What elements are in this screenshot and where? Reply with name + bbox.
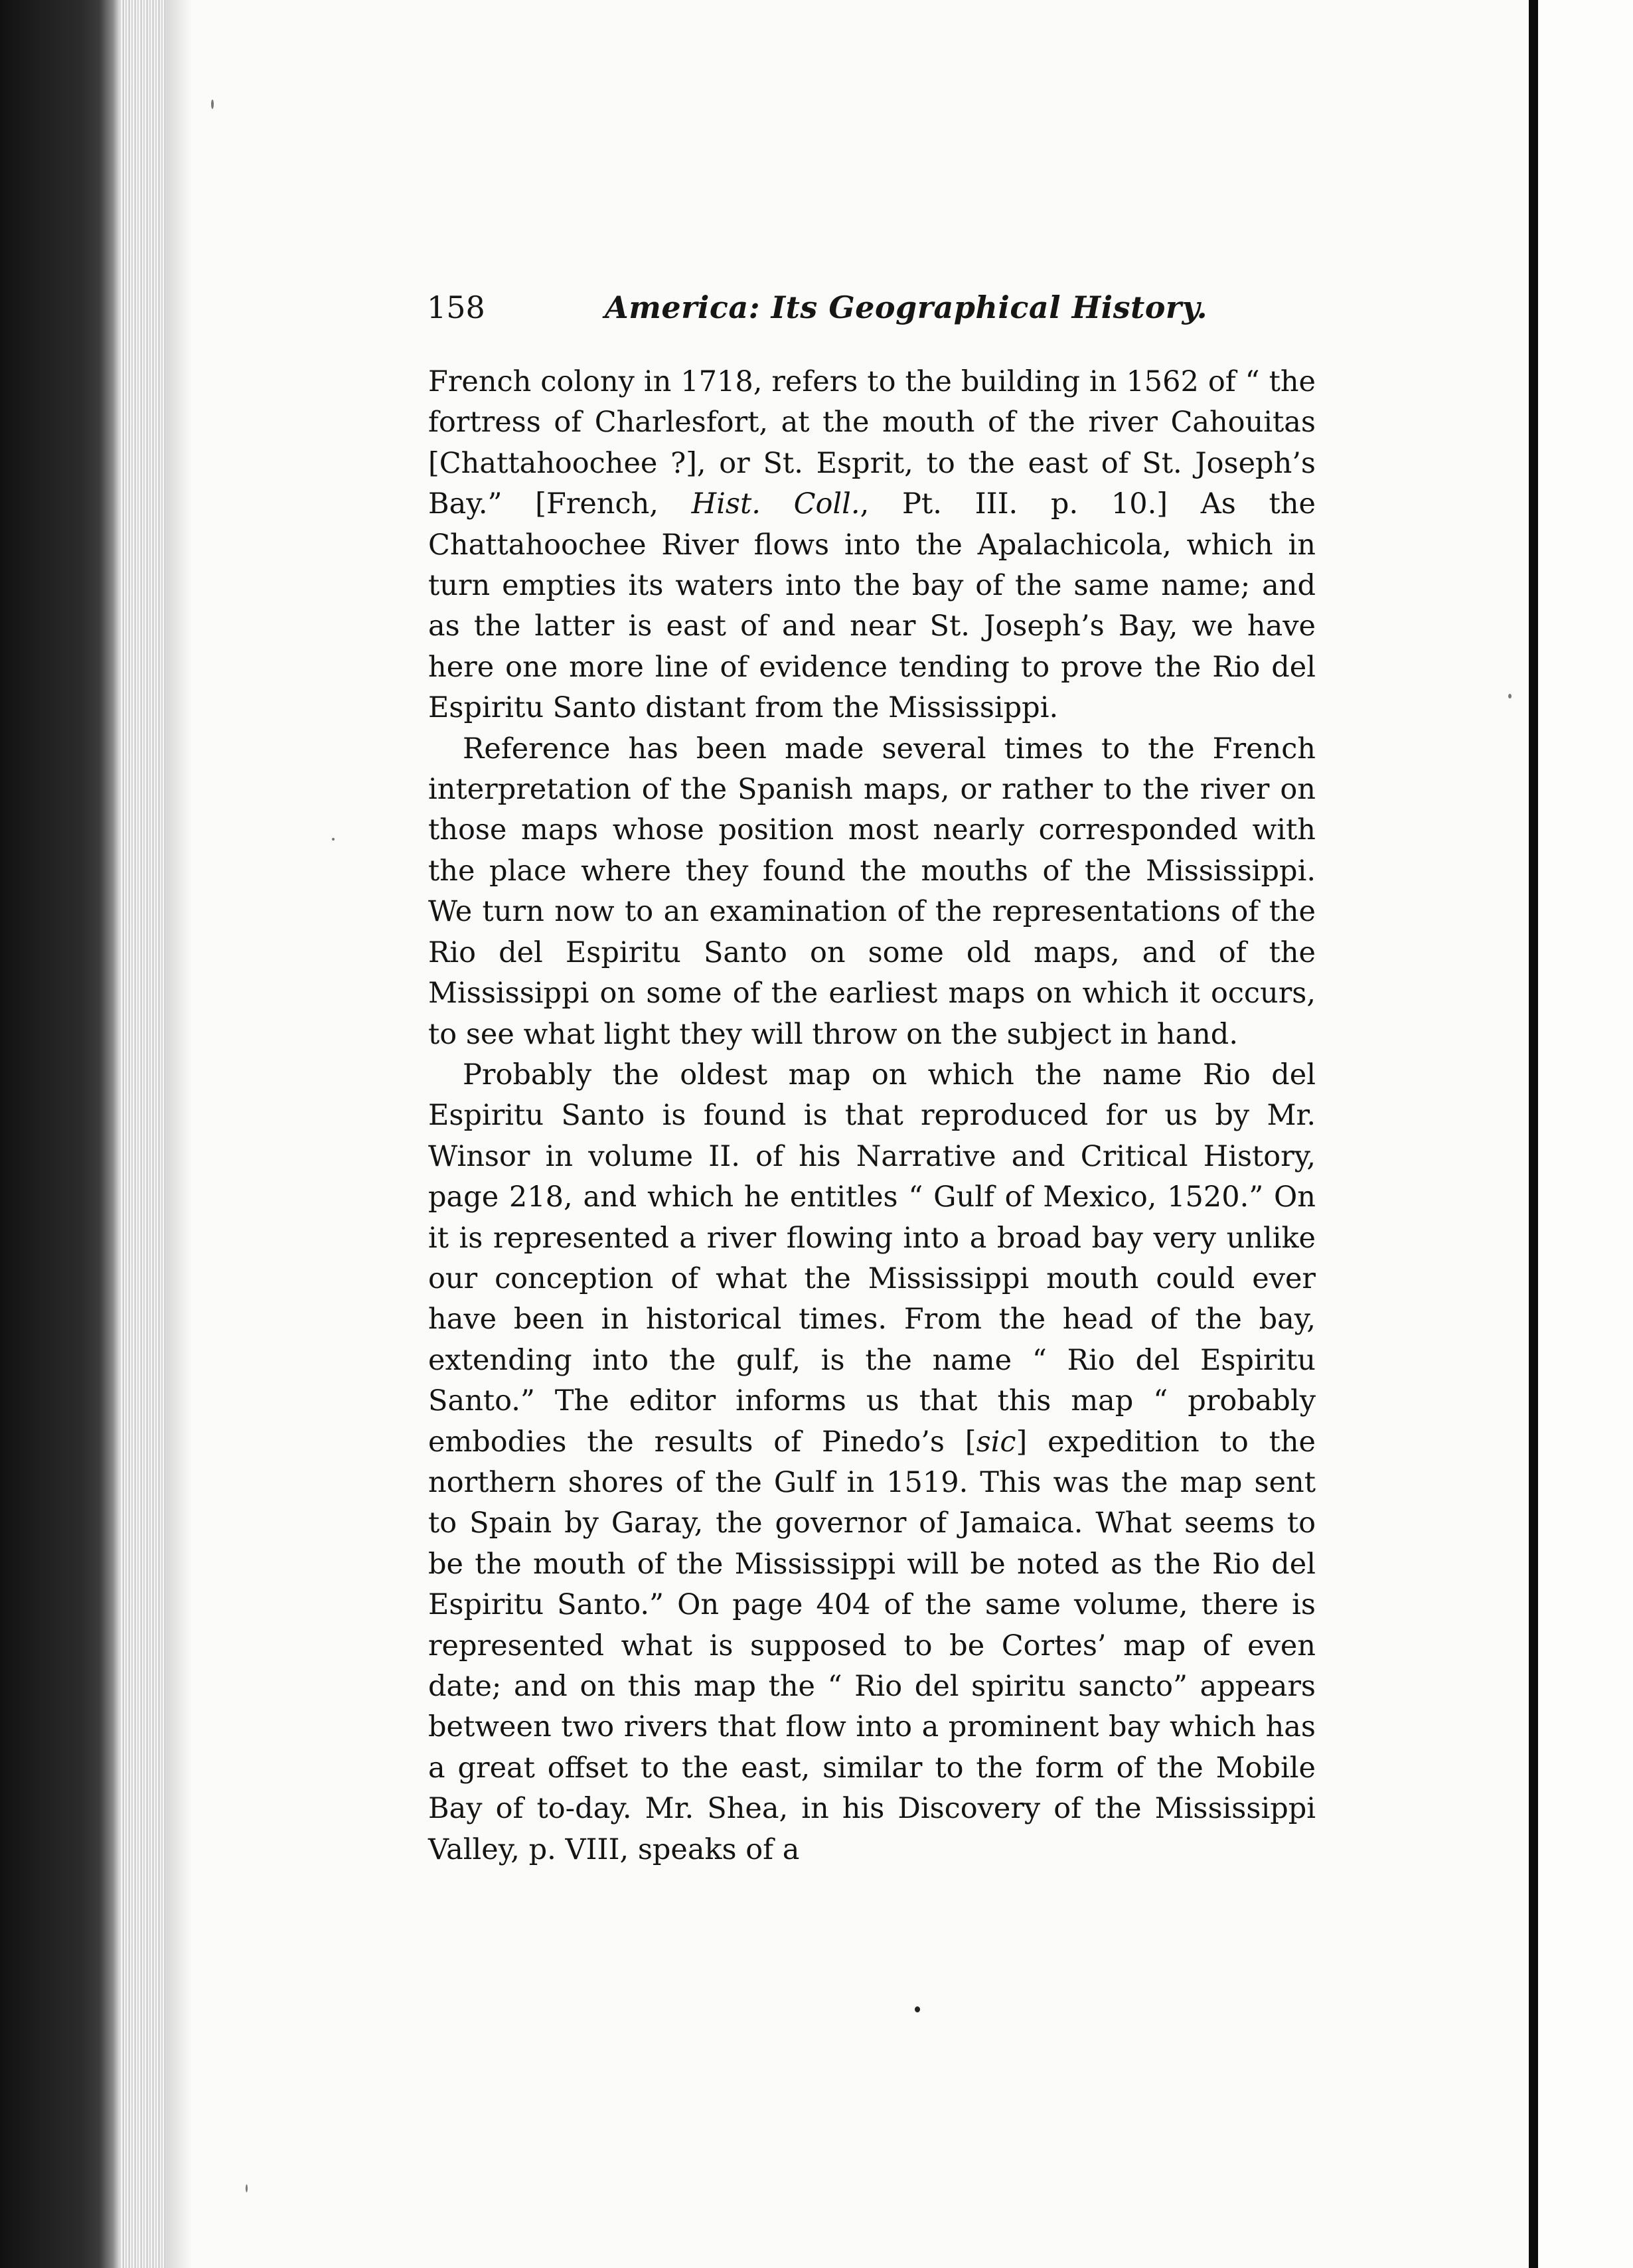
running-header — [427, 284, 1316, 331]
scan-speck — [1508, 694, 1512, 698]
paragraph-1-text-b: , Pt. III. p. 10.] As the Chattahoochee River flows into the Apalachicola, which in turn empties its waters into the bay of the same name; and as the latter is east of and near St. Joseph’s Bay, we have here one more line of evidence tending to prove the Rio del Espiritu Santo distant from the Mississippi. — [428, 487, 1316, 725]
right-page-border — [1529, 0, 1538, 2268]
book-spine-edge — [0, 0, 119, 2268]
scan-speck — [332, 838, 335, 841]
scan-dot — [915, 2006, 920, 2012]
paragraph-3-text-a: Probably the oldest map on which the name Rio del Espiritu Santo is found is that reproduced for us by Mr. Winsor in volume II. of his Narrative and Critical History, page 218, and which he entitles “ Gulf of Mexico, 1520.” On it is represented a river flowing into a broad bay very unlike our conception of what the Mississippi mouth could ever have been in historical times. From the head of the bay, extending into the gulf, is the name “ Rio del Espiritu Santo.” The editor informs us that this map “ probably embodies the results of Pinedo’s [ — [428, 1058, 1316, 1459]
gutter-shadow — [166, 0, 193, 2268]
paragraph-1 — [428, 362, 1316, 729]
body-text — [428, 362, 1316, 1870]
paragraph-1-italic-citation: Hist. Coll. — [691, 487, 860, 521]
running-title: America: Its Geographical History. — [605, 289, 1208, 325]
paragraph-3-italic-sic: sic — [976, 1425, 1016, 1459]
paragraph-3 — [428, 1055, 1316, 1870]
paragraph-1-text-a: French colony in 1718, refers to the building in 1562 of “ the fortress of Charlesfort, at the mouth of the river Cahouitas [Chattahoochee ?], or St. Esprit, to the east of St. Joseph’s Bay.” [French, — [428, 365, 1316, 521]
scan-speck — [211, 100, 214, 109]
paragraph-3-text-b: ] expedition to the northern shores of the Gulf in 1519. This was the map sent to Spain by Garay, the governor of Jamaica. What seems to be the mouth of the Mississippi will be noted as the Rio del Espiritu Santo.” On page 404 of the same volume, there is represented what is supposed to be Cortes’ map of even date; and on this map the “ Rio del spiritu sancto” appears between two rivers that flow into a prominent bay which has a great offset to the east, similar to the form of the Mobile Bay of to-day. Mr. Shea, in his Discovery of the Mississippi Valley, p. VIII, speaks of a — [428, 1425, 1316, 1866]
paragraph-2: Reference has been made several times to the French interpretation of the Spanish maps, or rather to the river on those maps whose position most nearly corresponded with the place where they found the mouths of the Mississippi. We turn now to an examination of the representations of the Rio del Espiritu Santo on some old maps, and of the Mississippi on some of the earliest maps on which it occurs, to see what light they will throw on the subject in hand. — [428, 732, 1316, 1051]
page-number: 158 — [427, 289, 485, 325]
next-page-sliver — [1538, 0, 1633, 2268]
scan-speck — [246, 2184, 248, 2192]
page-stack-edges — [119, 0, 166, 2268]
